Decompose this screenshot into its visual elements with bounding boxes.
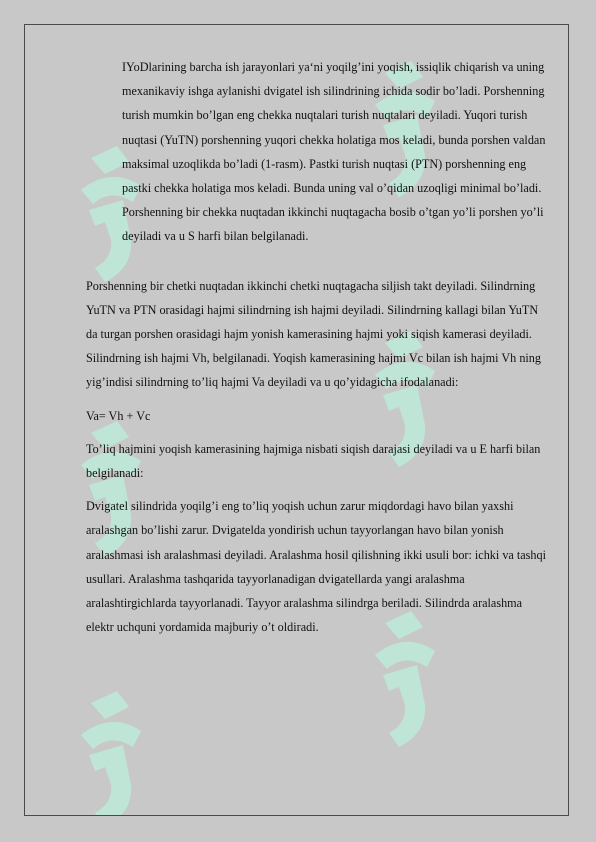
paragraph-takt: Porshenning bir chetki nuqtadan ikkinchi chetki nuqtagacha siljish takt deyiladi. Silindrning YuTN va PTN orasidagi hajmi silindrning ish hajmi deyiladi. Silindrning kallagi bilan YuTN da turgan porshen orasidagi hajm yonish kamerasining hajmi yoki siqish kamerasi deyiladi. Silindrning ish hajmi Vh, belgilanadi. Yoqish kamerasining hajmi Vc bilan ish hajmi Vh ning yig’indisi silindrning to’liq hajmi Va deyiladi va u qo’yidagicha ifodalanadi: (86, 278, 541, 390)
formula-volume: Va= Vh + Vc (86, 408, 151, 423)
paragraph-mixture: Dvigatel silindrida yoqilg’i eng to’liq yoqish uchun zarur miqdordagi havo bilan yaxshi aralashgan bo’lishi zarur. Dvigatelda yondirish uchun tayyorlangan havo bilan yonish aralashmasi ish aralashmasi deyiladi. Aralashma hosil qilishning ikki usuli bor: ichki va tashqi usullari. Aralashma tashqarida tayyorlanadigan dvigatellarda yangi aralashma aralashtirgichlarda tayyorlanadi. Tayyor aralashma silindrga beriladi. Silindrda aralashma elektr uchquni yordamida majburiy o’t oldiradi. (86, 499, 547, 635)
paragraph-intro: IYoDlarining barcha ish jarayonlari ya‘ni yoqilg’ini yoqish, issiqlik chiqarish va uning mexanikaviy ishga aylanishi dvigatel ish silindrining ichida sodir bo’ladi. Porshenning turish mumkin bo’lgan eng chekka nuqtalari turish nuqtalari deyiladi. Yuqori turish nuqtasi (YuTN) porshenning yuqori chekka holatiga mos keladi, bunda porshen valdan maksimal uzoqlikda bo’ladi (1-rasm). Pastki turish nuqtasi (PTN) porshenning eng pastki chekka holatiga mos keladi. Bunda uning val o’qidan uzoqligi minimal bo’ladi. Porshenning bir chekka nuqtadan ikkinchi nuqtagacha bosib o’tgan yo’li porshen yo’li deyiladi va u S harfi bilan belgilanadi. (122, 60, 546, 244)
document-body (86, 55, 546, 639)
paragraph-compression: To’liq hajmini yoqish kamerasining hajmiga nisbati siqish darajasi deyiladi va u E harfi bilan belgilanadi: (86, 441, 541, 481)
document-page (24, 24, 569, 816)
watermark-logo-icon (71, 685, 161, 816)
